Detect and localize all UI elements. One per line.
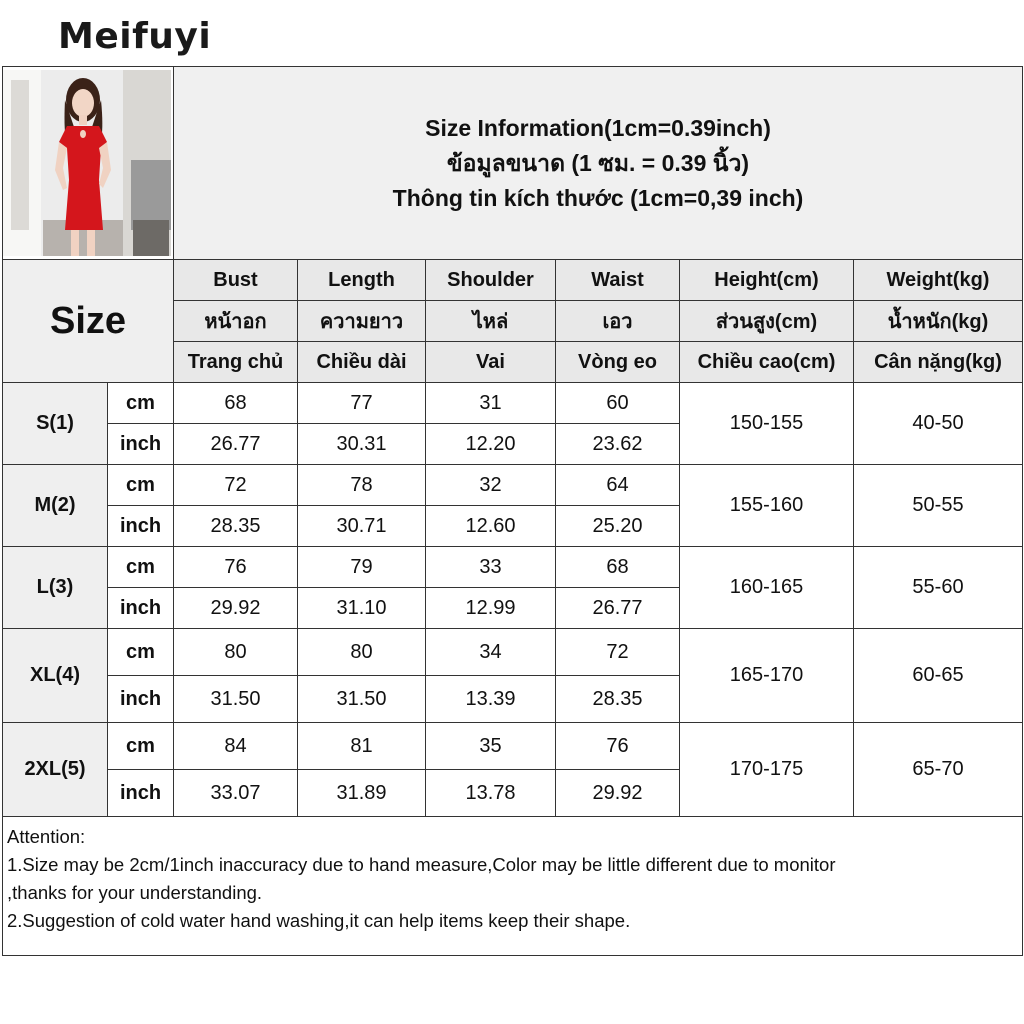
unit-inch-label: inch xyxy=(108,588,174,629)
col-header-shoulder-vi: Vai xyxy=(426,342,556,383)
col-header-waist-th: เอว xyxy=(556,301,680,342)
size-name: 2XL(5) xyxy=(3,723,108,817)
cell-height-range: 165-170 xyxy=(680,629,854,723)
attention-title: Attention: xyxy=(7,826,86,847)
unit-cm-label: cm xyxy=(108,383,174,424)
cell-shoulder-cm: 31 xyxy=(426,383,556,424)
cell-length-cm: 81 xyxy=(298,723,426,770)
size-name: S(1) xyxy=(3,383,108,465)
cell-waist-cm: 60 xyxy=(556,383,680,424)
cell-waist-cm: 72 xyxy=(556,629,680,676)
attention-line3: 2.Suggestion of cold water hand washing,it can help items keep their shape. xyxy=(7,910,631,931)
brand-logo: Meifuyi xyxy=(58,16,212,57)
table-row xyxy=(3,723,1023,770)
unit-inch-label: inch xyxy=(108,424,174,465)
size-name: XL(4) xyxy=(3,629,108,723)
col-header-waist-vi: Vòng eo xyxy=(556,342,680,383)
cell-waist-inch: 28.35 xyxy=(556,676,680,723)
size-label: Size xyxy=(3,260,174,383)
cell-bust-inch: 26.77 xyxy=(174,424,298,465)
cell-length-inch: 31.89 xyxy=(298,770,426,817)
cell-shoulder-inch: 12.99 xyxy=(426,588,556,629)
product-photo xyxy=(3,67,174,260)
cell-bust-cm: 72 xyxy=(174,465,298,506)
col-header-weight-vi: Cân nặng(kg) xyxy=(854,342,1023,383)
col-header-bust-vi: Trang chủ xyxy=(174,342,298,383)
cell-bust-inch: 31.50 xyxy=(174,676,298,723)
table-row xyxy=(3,383,1023,424)
cell-height-range: 160-165 xyxy=(680,547,854,629)
col-header-length-th: ความยาว xyxy=(298,301,426,342)
attention-line2: ,thanks for your understanding. xyxy=(7,882,263,903)
info-line-vi: Thông tin kích thước (1cm=0,39 inch) xyxy=(392,184,804,211)
table-row xyxy=(3,547,1023,588)
cell-waist-inch: 23.62 xyxy=(556,424,680,465)
cell-shoulder-inch: 12.20 xyxy=(426,424,556,465)
cell-length-inch: 30.31 xyxy=(298,424,426,465)
cell-bust-inch: 29.92 xyxy=(174,588,298,629)
cell-length-inch: 31.10 xyxy=(298,588,426,629)
size-chart-table xyxy=(2,66,1023,956)
cell-bust-inch: 28.35 xyxy=(174,506,298,547)
cell-shoulder-cm: 33 xyxy=(426,547,556,588)
col-header-shoulder-en: Shoulder xyxy=(426,260,556,301)
dress-model-image xyxy=(3,70,171,256)
cell-shoulder-cm: 35 xyxy=(426,723,556,770)
unit-inch-label: inch xyxy=(108,676,174,723)
cell-weight-range: 40-50 xyxy=(854,383,1023,465)
col-header-height-en: Height(cm) xyxy=(680,260,854,301)
cell-bust-inch: 33.07 xyxy=(174,770,298,817)
col-header-length-en: Length xyxy=(298,260,426,301)
cell-length-cm: 79 xyxy=(298,547,426,588)
cell-bust-cm: 84 xyxy=(174,723,298,770)
cell-length-inch: 31.50 xyxy=(298,676,426,723)
unit-cm-label: cm xyxy=(108,465,174,506)
size-name: L(3) xyxy=(3,547,108,629)
unit-inch-label: inch xyxy=(108,770,174,817)
col-header-weight-th: น้ำหนัก(kg) xyxy=(854,301,1023,342)
col-header-waist-en: Waist xyxy=(556,260,680,301)
cell-waist-inch: 29.92 xyxy=(556,770,680,817)
cell-shoulder-cm: 34 xyxy=(426,629,556,676)
cell-shoulder-inch: 13.39 xyxy=(426,676,556,723)
cell-waist-cm: 64 xyxy=(556,465,680,506)
cell-shoulder-cm: 32 xyxy=(426,465,556,506)
col-header-weight-en: Weight(kg) xyxy=(854,260,1023,301)
cell-waist-cm: 68 xyxy=(556,547,680,588)
cell-shoulder-inch: 13.78 xyxy=(426,770,556,817)
cell-waist-cm: 76 xyxy=(556,723,680,770)
size-information-header xyxy=(174,67,1023,260)
col-header-shoulder-th: ไหล่ xyxy=(426,301,556,342)
unit-inch-label: inch xyxy=(108,506,174,547)
unit-cm-label: cm xyxy=(108,547,174,588)
cell-height-range: 150-155 xyxy=(680,383,854,465)
col-header-bust-th: หน้าอก xyxy=(174,301,298,342)
col-header-height-vi: Chiều cao(cm) xyxy=(680,342,854,383)
cell-weight-range: 50-55 xyxy=(854,465,1023,547)
unit-cm-label: cm xyxy=(108,723,174,770)
table-row xyxy=(3,465,1023,506)
info-line-th: ข้อมูลขนาด (1 ซม. = 0.39 นิ้ว) xyxy=(446,149,750,176)
attention-line1: 1.Size may be 2cm/1inch inaccuracy due to hand measure,Color may be little different due to monitor xyxy=(7,854,836,875)
col-header-bust-en: Bust xyxy=(174,260,298,301)
attention-row xyxy=(3,817,1023,956)
col-header-height-th: ส่วนสูง(cm) xyxy=(680,301,854,342)
cell-weight-range: 60-65 xyxy=(854,629,1023,723)
cell-waist-inch: 25.20 xyxy=(556,506,680,547)
attention-note xyxy=(3,817,1023,956)
cell-height-range: 155-160 xyxy=(680,465,854,547)
cell-length-inch: 30.71 xyxy=(298,506,426,547)
cell-length-cm: 80 xyxy=(298,629,426,676)
cell-bust-cm: 76 xyxy=(174,547,298,588)
cell-bust-cm: 68 xyxy=(174,383,298,424)
cell-weight-range: 65-70 xyxy=(854,723,1023,817)
size-name: M(2) xyxy=(3,465,108,547)
cell-length-cm: 77 xyxy=(298,383,426,424)
unit-cm-label: cm xyxy=(108,629,174,676)
cell-shoulder-inch: 12.60 xyxy=(426,506,556,547)
cell-length-cm: 78 xyxy=(298,465,426,506)
col-header-length-vi: Chiều dài xyxy=(298,342,426,383)
table-row xyxy=(3,629,1023,676)
cell-waist-inch: 26.77 xyxy=(556,588,680,629)
cell-weight-range: 55-60 xyxy=(854,547,1023,629)
cell-bust-cm: 80 xyxy=(174,629,298,676)
info-line-en: Size Information(1cm=0.39inch) xyxy=(425,114,771,141)
cell-height-range: 170-175 xyxy=(680,723,854,817)
